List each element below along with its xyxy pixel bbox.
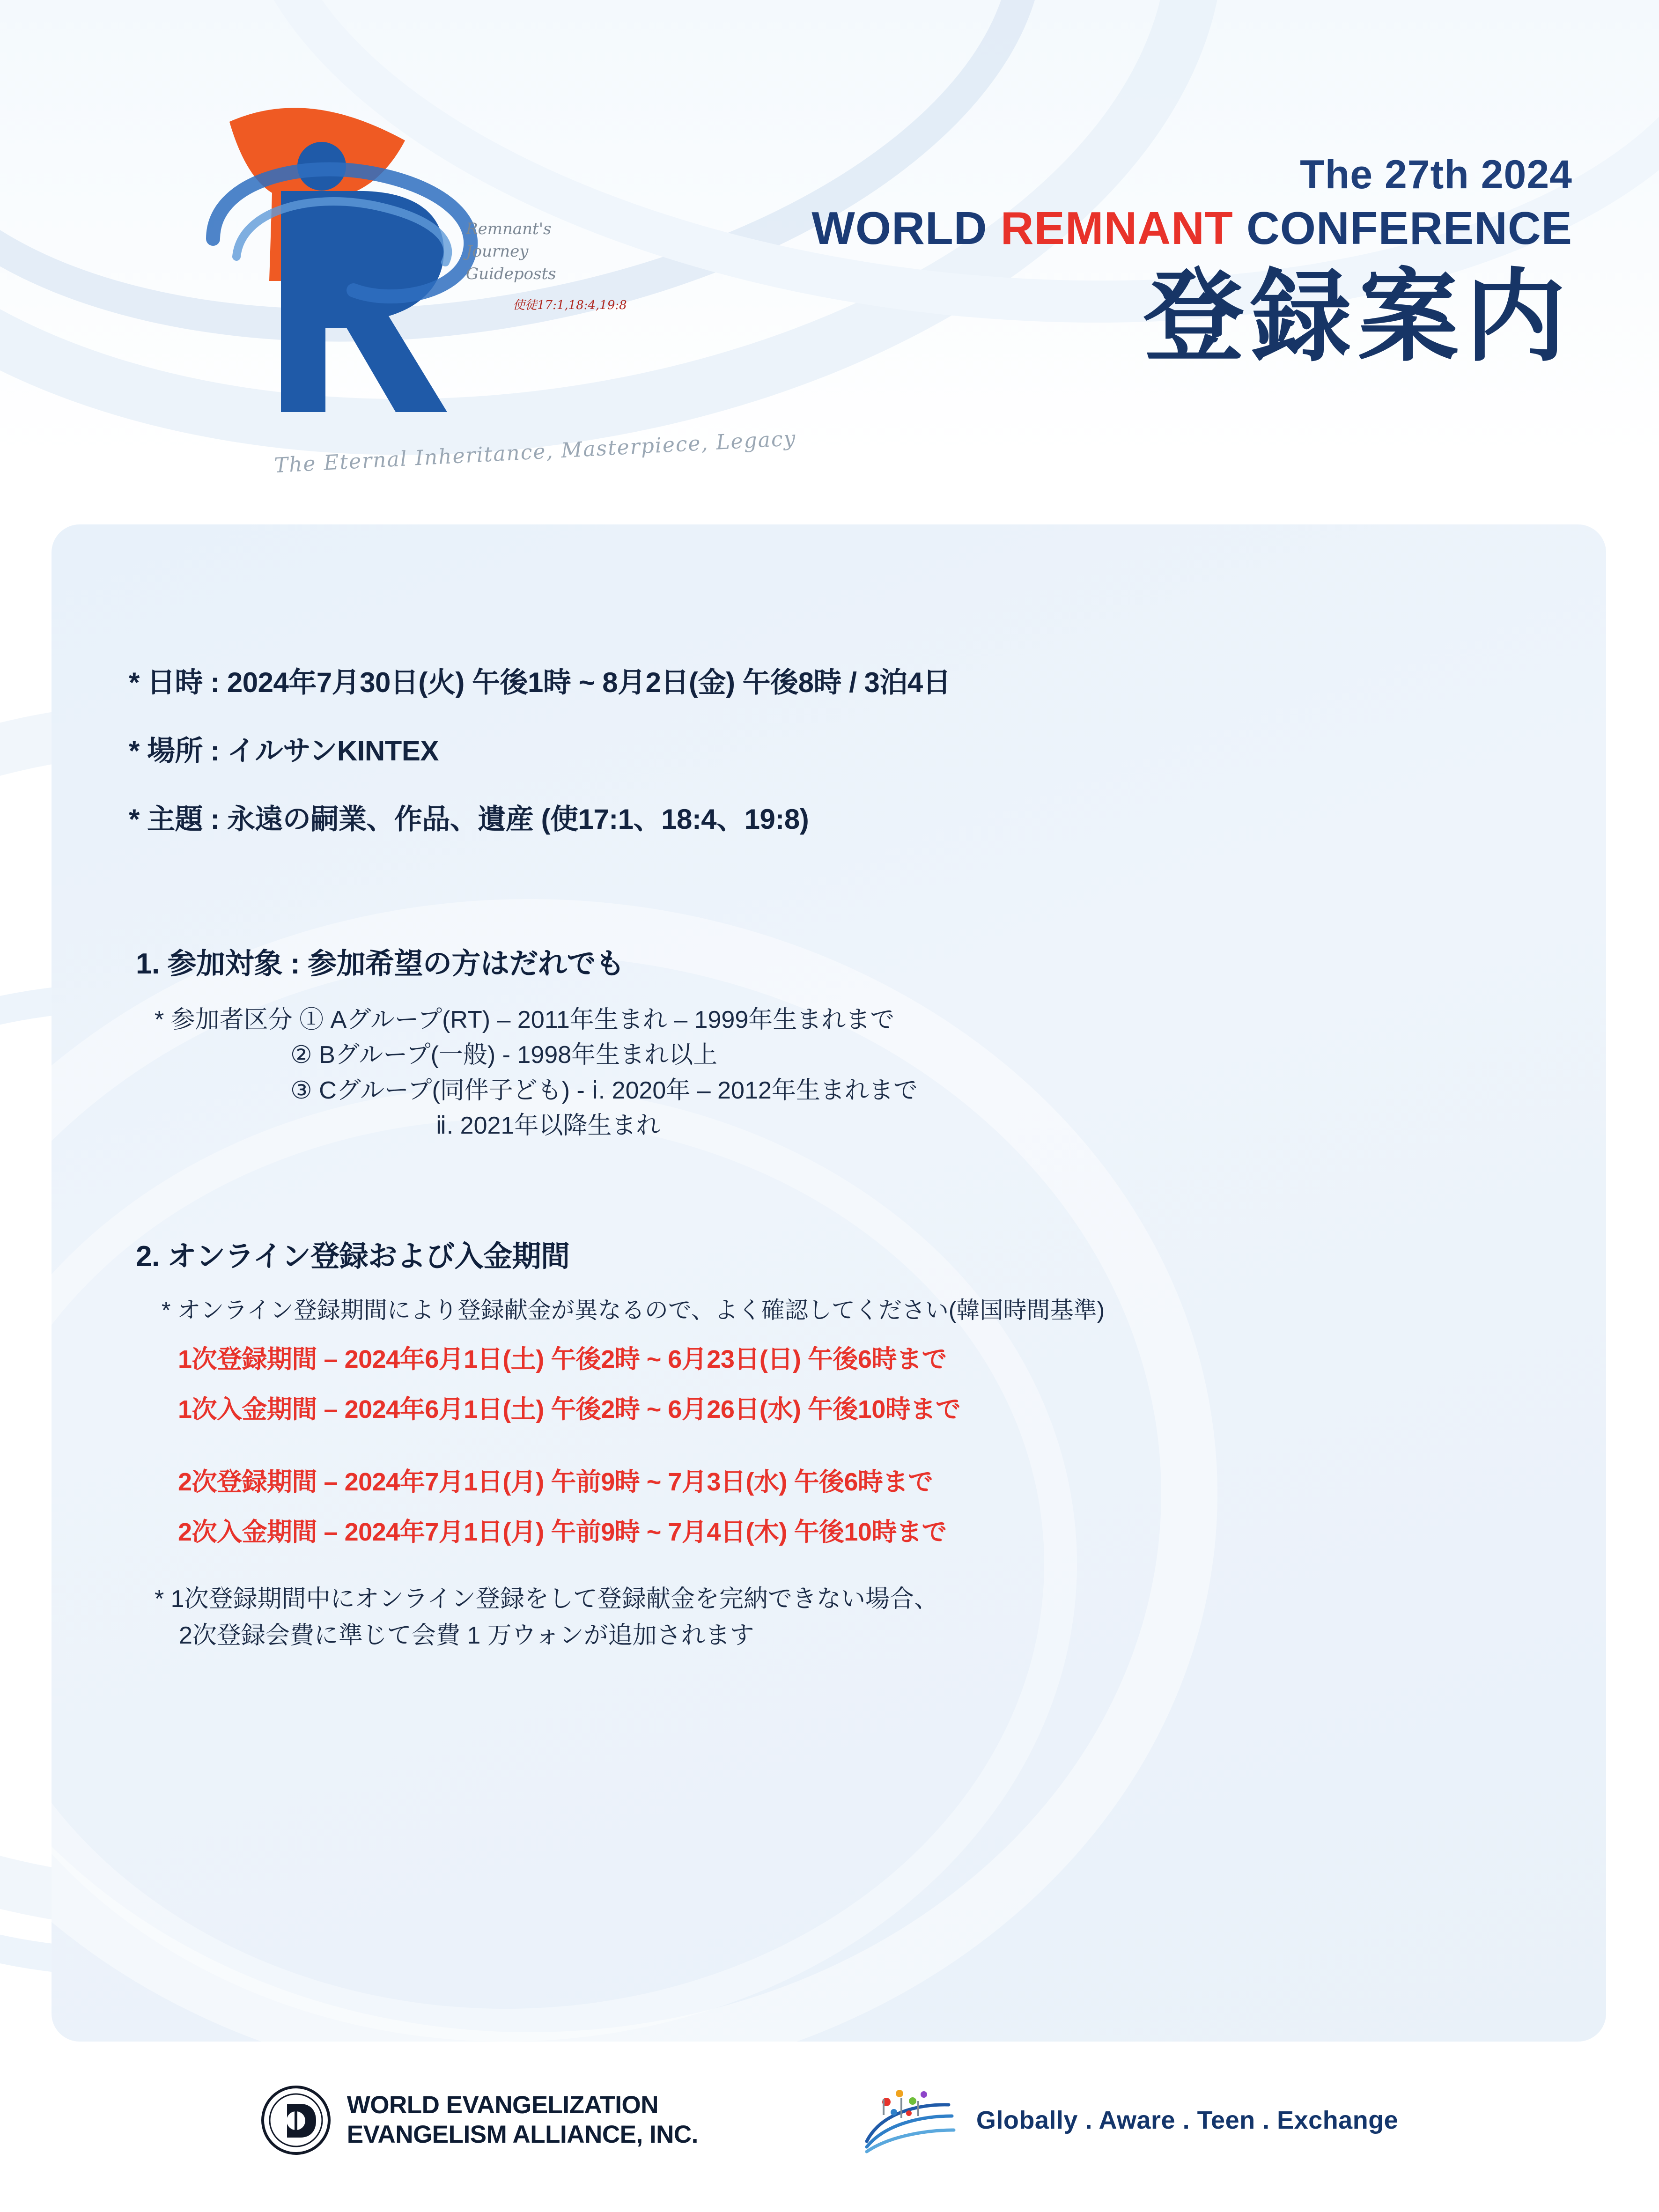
registration-period-1: 1次登録期間 – 2024年6月1日(土) 午後2時 ~ 6月23日(日) 午後6時まで [178,1345,947,1373]
event-place: * 場所 : イルサンKINTEX [129,735,439,767]
gate-tagline: Globally . Aware . Teen . Exchange [976,2106,1399,2134]
conference-name-post: CONFERENCE [1233,202,1572,254]
footnote-line-2: 2次登録会費に準じて会費 1 万ウォンが追加されます [179,1622,754,1649]
page-title: 登録案内 [1143,258,1572,376]
conference-name-pre: WORLD [811,202,1001,254]
participant-group-b: ② Bグループ(一般) - 1998年生まれ以上 [290,1041,718,1069]
registration-note: * オンライン登録期間により登録献金が異なるので、よく確認してください(韓国時間基準) [162,1297,1105,1323]
poster-body [52,524,1606,1654]
section-1-title: 1. 参加対象 : 参加希望の方はだれでも [136,948,625,980]
footnote-line-1: * 1次登録期間中にオンライン登録をして登録献金を完納できない場合、 [155,1585,939,1613]
weea-seal-icon [261,2085,331,2155]
logo-tagline: The Eternal Inheritance, Masterpiece, Legacy [273,426,797,478]
registration-footnote [155,1581,1606,1654]
participant-group-c: ③ Cグループ(同伴子ども) - ⅰ. 2020年 – 2012年生まれまで [290,1077,918,1104]
section-registration [136,1233,1606,1654]
weea-logo-group [261,2085,698,2155]
gate-logo-group [853,2085,1398,2155]
spacer [136,1425,1606,1448]
payment-period-2: 2次入金期間 – 2024年7月1日(月) 午前9時 ~ 7月4日(木) 午後10時まで [178,1518,947,1546]
poster-footer [0,2069,1659,2172]
gate-burst-icon [853,2085,960,2155]
payment-period-1: 1次入金期間 – 2024年6月1日(土) 午後2時 ~ 6月26日(水) 午後10時まで [178,1395,961,1423]
poster-header [0,0,1659,496]
section-2-title: 2. オンライン登録および入金期間 [136,1240,570,1273]
weea-name [347,2091,698,2149]
svg-text:Journey: Journey [466,242,529,261]
weea-line-2: EVANGELISM ALLIANCE, INC. [347,2121,698,2148]
title-block [449,152,1572,376]
event-theme: * 主題 : 永遠の嗣業、作品、遺産 (使17:1、18:4、19:8) [129,804,809,835]
event-meta [129,660,1606,837]
event-datetime: * 日時 : 2024年7月30日(火) 午後1時 ~ 8月2日(金) 午後8時 / 3泊4日 [129,667,951,698]
participant-group-a: * 参加者区分 ① Aグループ(RT) – 2011年生まれ – 1999年生まれまで [155,1006,895,1033]
svg-text:Guideposts: Guideposts [466,265,556,283]
logo-subtitle-text: Remnant's [466,220,552,238]
registration-period-2: 2次登録期間 – 2024年7月1日(月) 午前9時 ~ 7月3日(水) 午後6時まで [178,1467,933,1496]
svg-text:使徒17:1,18:4,19:8: 使徒17:1,18:4,19:8 [513,298,627,312]
section-participants [136,940,1606,1144]
conference-name-highlight: REMNANT [1000,202,1233,254]
participant-group-c2: ⅱ. 2021年以降生まれ [435,1112,661,1140]
weea-line-1: WORLD EVANGELIZATION [347,2091,658,2119]
conference-edition: The 27th 2024 [1300,152,1572,197]
